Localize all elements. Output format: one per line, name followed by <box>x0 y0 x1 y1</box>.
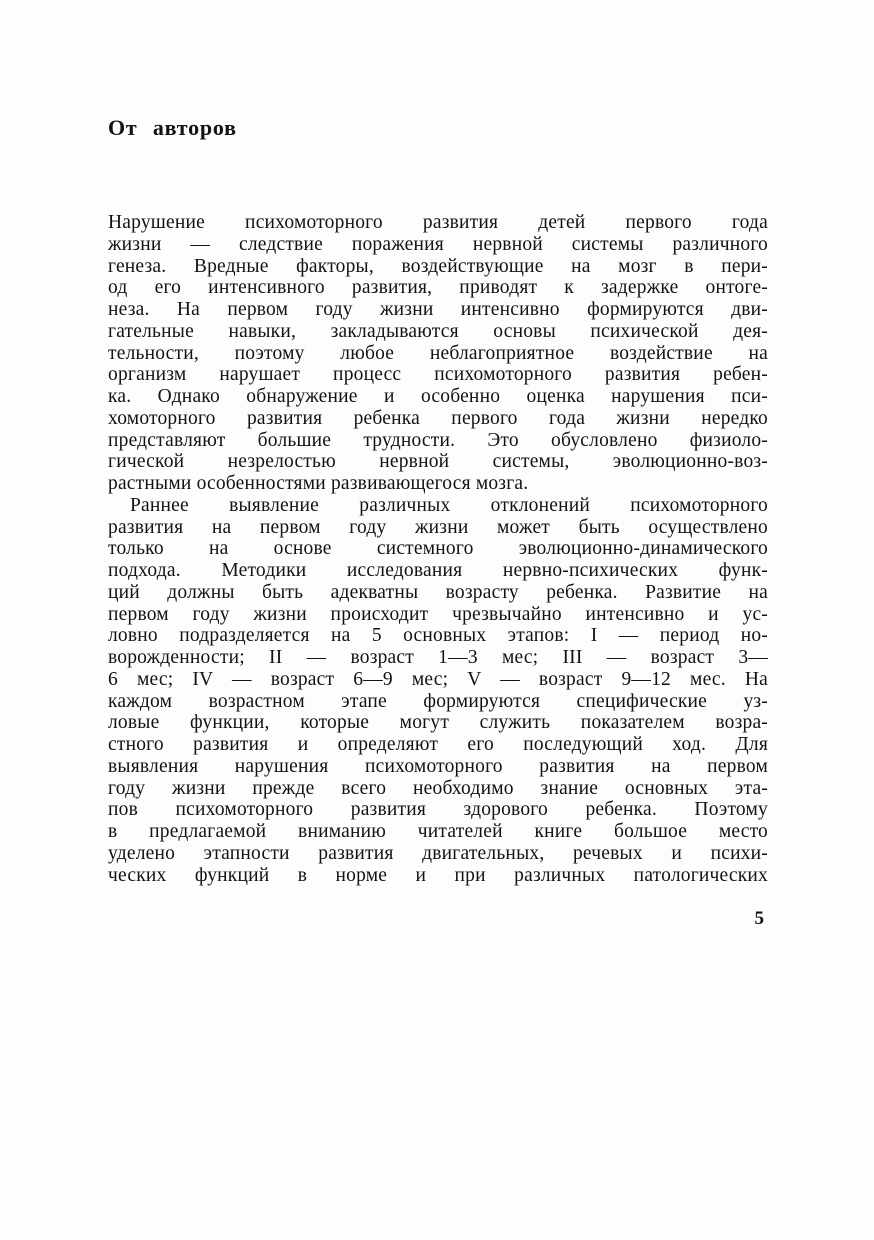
text-line: неза. На первом году жизни интенсивно формируются дви- <box>108 299 768 320</box>
text-line: Нарушение психомоторного развития детей первого года <box>108 212 768 233</box>
text-line: генеза. Вредные факторы, воздействующие на мозг в пери- <box>108 255 768 277</box>
page-title: От авторов <box>108 115 237 140</box>
text-block <box>108 212 768 886</box>
text-line: году жизни прежде всего необходимо знание основных эта- <box>108 777 768 799</box>
text-line: представляют большие трудности. Это обусловлено физиоло- <box>108 429 768 451</box>
text-line: пов психомоторного развития здорового ребенка. Поэтому <box>108 799 768 821</box>
text-line: растными особенностями развивающегося мозга. <box>108 473 529 494</box>
text-line: ловно подразделяется на 5 основных этапов: I — период но- <box>108 625 768 647</box>
text-line: ловые функции, которые могут служить показателем возра- <box>108 712 768 734</box>
page-number: 5 <box>754 908 764 930</box>
text-line: ций должны быть адекватны возрасту ребенка. Развитие на <box>108 581 768 603</box>
text-line: каждом возрастном этапе формируются специфические уз- <box>108 690 768 712</box>
text-line: выявления нарушения психомоторного развития на первом <box>108 755 768 777</box>
text-line: Раннее выявление различных отклонений психомоторного <box>130 494 768 516</box>
text-line: тельности, поэтому любое неблагоприятное воздействие на <box>108 342 768 364</box>
text-line: жизни — следствие поражения нервной системы различного <box>108 233 768 255</box>
text-line: гической незрелостью нервной системы, эволюционно-воз- <box>108 451 768 473</box>
text-line: ческих функций в норме и при различных патологических <box>108 864 768 886</box>
text-line: подхода. Методики исследования нервно-психических функ- <box>108 560 768 581</box>
text-line: уделено этапности развития двигательных, речевых и психи- <box>108 842 768 864</box>
text-line: хомоторного развития ребенка первого года жизни нередко <box>108 407 768 429</box>
text-line: 6 мес; IV — возраст 6—9 мес; V — возраст 9—12 мес. На <box>108 668 768 690</box>
text-line: ворожденности; II — возраст 1—3 мес; III — возраст 3— <box>108 647 768 668</box>
text-line: организм нарушает процесс психомоторного развития ребен- <box>108 364 768 386</box>
text-line: только на основе системного эволюционно-динамического <box>108 538 768 560</box>
text-line: ка. Однако обнаружение и особенно оценка нарушения пси- <box>108 386 768 407</box>
text-line: в предлагаемой вниманию читателей книге большое место <box>108 821 768 842</box>
text-line: гательные навыки, закладываются основы психической дея- <box>108 320 768 342</box>
text-line: од его интенсивного развития, приводят к задержке онтоге- <box>108 277 768 299</box>
text-line: развития на первом году жизни может быть осуществлено <box>108 516 768 538</box>
text-line: первом году жизни происходит чрезвычайно интенсивно и ус- <box>108 603 768 625</box>
text-line: стного развития и определяют его последующий ход. Для <box>108 734 768 755</box>
